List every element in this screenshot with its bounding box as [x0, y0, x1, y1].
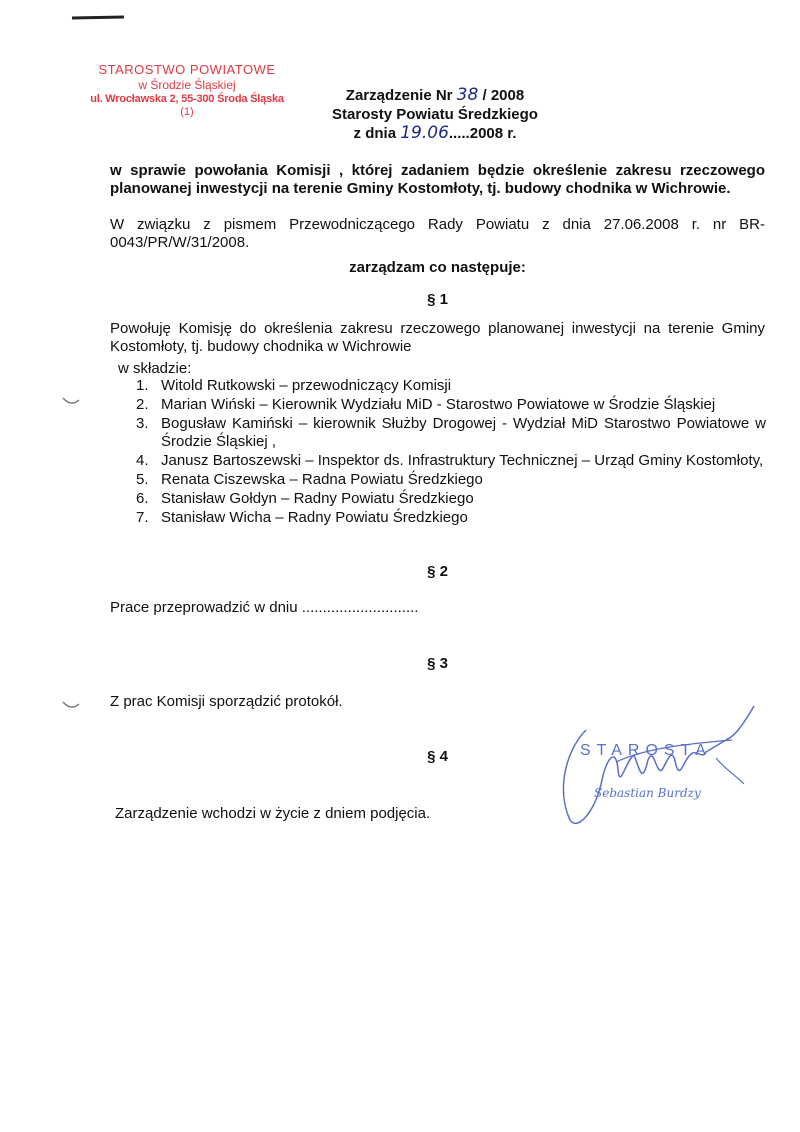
section-2-text: Prace przeprowadzić w dniu ............................: [110, 599, 419, 616]
intro-paragraph: W związku z pismem Przewodniczącego Rady Powiatu z dnia 27.06.2008 r. nr BR-0043/PR/W/31/2008.: [110, 216, 765, 251]
stamp-line-2: w Środzie Śląskiej: [138, 78, 236, 92]
list-item: 4. Janusz Bartoszewski – Inspektor ds. Infrastruktury Technicznej – Urząd Gminy Kostomłoty,: [136, 452, 764, 469]
section-4-heading: § 4: [427, 748, 448, 765]
signature-title: STAROSTA: [580, 742, 712, 759]
section-4-text: Zarządzenie wchodzi w życie z dniem podjęcia.: [115, 805, 431, 822]
section-3-text: Z prac Komisji sporządzić protokół.: [110, 693, 343, 710]
punch-hole-mark: [62, 396, 80, 406]
list-item: 3. Bogusław Kamiński – kierownik Służby Drogowej - Wydział MiD Starostwo Powiatowe w Środzie Śląskiej ,: [136, 415, 766, 450]
ordinance-date: z dnia 19.06.....2008 r.: [353, 123, 517, 143]
members-label: w składzie:: [118, 360, 192, 377]
handwritten-number: 38: [456, 85, 479, 105]
list-item: 2. Marian Wiński – Kierownik Wydziału MiD - Starostwo Powiatowe w Środzie Śląskiej: [136, 396, 716, 413]
stamp-line-4: (1): [180, 106, 194, 118]
list-item: 6. Stanisław Gołdyn – Radny Powiatu Średzkiego: [136, 490, 474, 507]
list-item: 1. Witold Rutkowski – przewodniczący Komisji: [136, 377, 452, 394]
signature-scribble: [556, 700, 776, 840]
stamp-line-1: STAROSTWO POWIATOWE: [98, 62, 276, 77]
order-line: zarządzam co następuje:: [349, 259, 526, 276]
stamp-line-3: ul. Wrocławska 2, 55-300 Środa Śląska: [90, 93, 284, 105]
signature-name: Sebastian Burdzy: [594, 786, 701, 800]
ordinance-title: Zarządzenie Nr 38 / 2008: [345, 85, 525, 105]
handwritten-date: 19.06: [400, 123, 449, 143]
section-1-text: Powołuję Komisję do określenia zakresu rzeczowego planowanej inwestycji na terenie Gminy Kostomłoty, tj. budowy chodnika w Wichrowie: [110, 320, 765, 355]
section-1-heading: § 1: [427, 291, 448, 308]
section-2-heading: § 2: [427, 563, 448, 580]
members-list: [136, 377, 766, 528]
subject-paragraph: w sprawie powołania Komisji , której zadaniem będzie określenie zakresu rzeczowego planowanej inwestycji na terenie Gminy Kostomłoty, tj. budowy chodnika w Wichrowie.: [110, 162, 765, 197]
office-stamp: [62, 62, 312, 118]
ordinance-issuer: Starosty Powiatu Średzkiego: [332, 106, 538, 123]
punch-hole-mark: [62, 700, 80, 710]
document-header: [300, 86, 570, 143]
list-item: 7. Stanisław Wicha – Radny Powiatu Średzkiego: [136, 509, 468, 526]
section-3-heading: § 3: [427, 655, 448, 672]
list-item: 5. Renata Ciszewska – Radna Powiatu Średzkiego: [136, 471, 483, 488]
corner-mark: [72, 16, 124, 20]
